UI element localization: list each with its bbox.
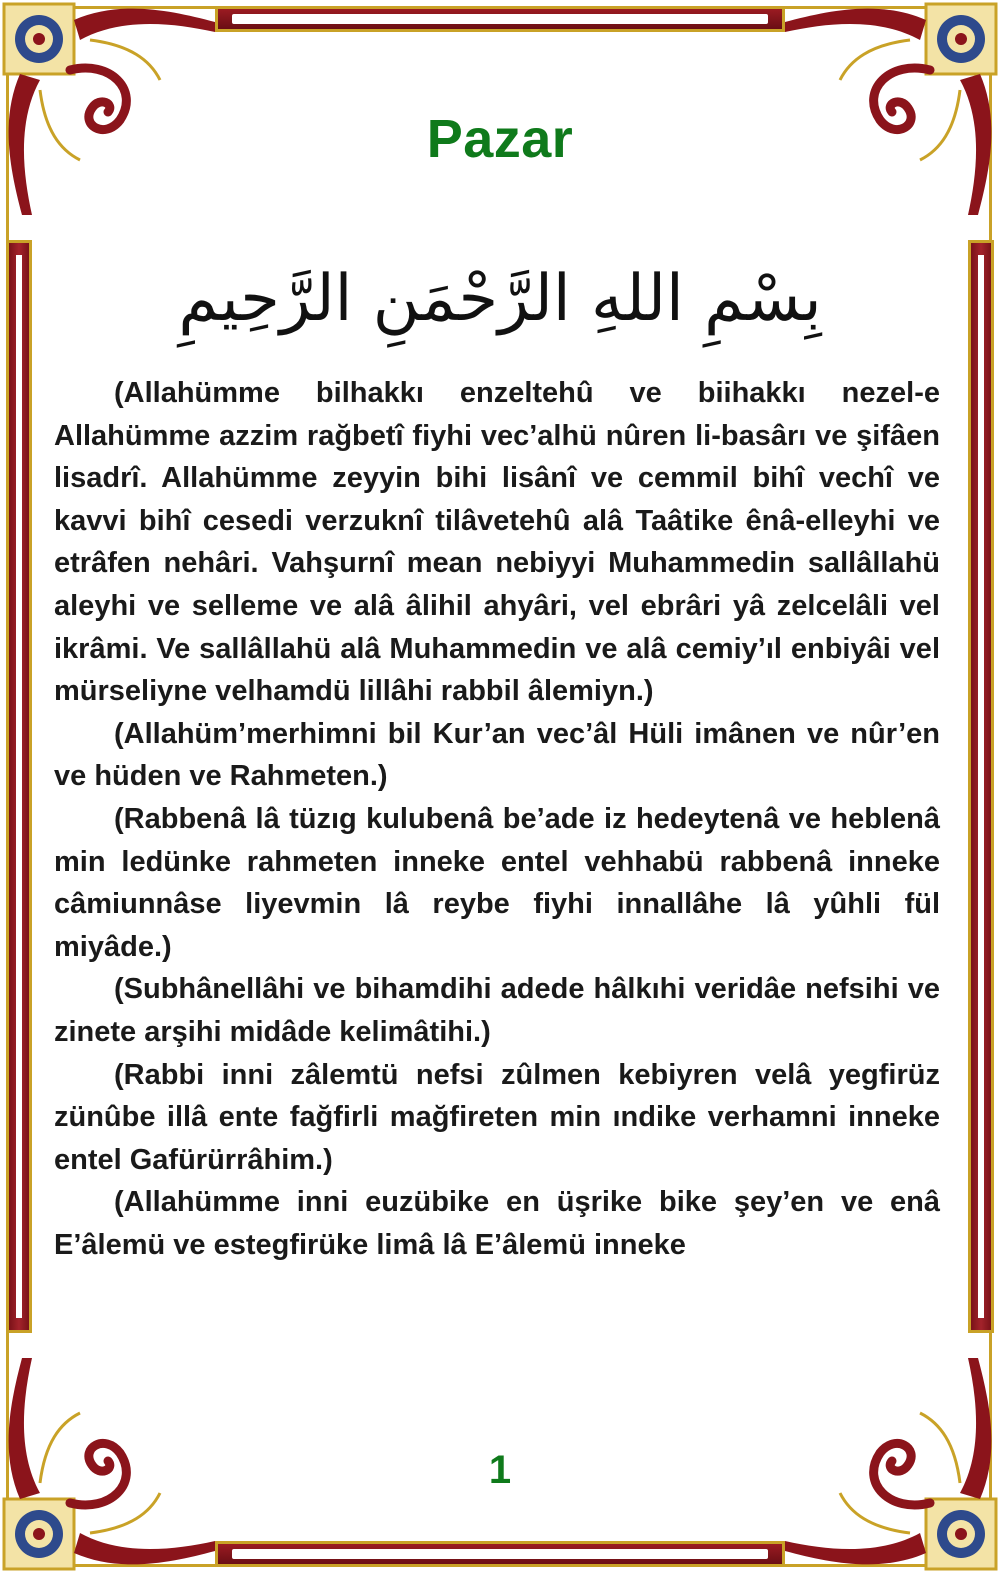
paragraph: (Rabbenâ lâ tüzıg kulubenâ be’ade iz hedeytenâ ve heblenâ min ledünke rahmeten inneke entel vehhabü rabbenâ inneke câmiunnâse liyevmin lâ reybe fiyhi innallâhe lâ yûhli fül miyâde.) bbox=[54, 802, 940, 963]
page-number: 1 bbox=[488, 1448, 512, 1492]
basmala-calligraphy: بِسْمِ اللهِ الرَّحْمَنِ الرَّحِيمِ bbox=[178, 262, 822, 336]
top-border-bar bbox=[215, 6, 785, 32]
bottom-border-bar bbox=[215, 1541, 785, 1567]
paragraph: (Subhânellâhi ve bihamdihi adede hâlkıhi veridâe nefsihi ve zinete arşihi midâde kelimâtihi.) bbox=[54, 973, 940, 1048]
page-title: Pazar bbox=[426, 109, 574, 169]
paragraph: (Rabbi inni zâlemtü nefsi zûlmen kebiyren velâ yegfirüz zünûbe illâ ente fağfirli mağfireten min ındike verhamni inneke entel Gafürürrâhim.) bbox=[54, 1058, 940, 1176]
prayer-text bbox=[54, 372, 940, 1266]
left-border-bar bbox=[6, 240, 32, 1333]
paragraph: (Allahümme bilhakkı enzeltehû ve biihakkı nezel-e Allahümme azzim rağbetî fiyhi vec’alhü nûren li-basârı ve şifâen lisadrî. Allahümme zeyyin bihi lisânî ve cemmil bihî vechî ve kavvi bihî cesedi verzuknî tilâvetehû alâ Taâtike ênâ-elleyhi ve etrâfen nehâri. Vahşurnî mean nebiyyi Muhammedin sallâllahü aleyhi ve selleme ve alâ âlihil ahyâri, vel ebrâri yâ zelcelâli vel ikrâmi. Ve sallâllahü alâ Muhammedin ve alâ cemiy’ıl enbiyâi vel mürseliyne velhamdü lillâhi rabbil âlemiyn.) bbox=[54, 377, 940, 708]
paragraph: (Allahümme inni euzübike en üşrike bike şey’en ve enâ E’âlemü ve estegfirüke limâ lâ E’âlemü inneke bbox=[54, 1186, 940, 1261]
right-border-bar bbox=[968, 240, 994, 1333]
paragraph: (Allahüm’merhimni bil Kur’an vec’âl Hüli imânen ve nûr’en ve hüden ve Rahmeten.) bbox=[54, 717, 940, 793]
